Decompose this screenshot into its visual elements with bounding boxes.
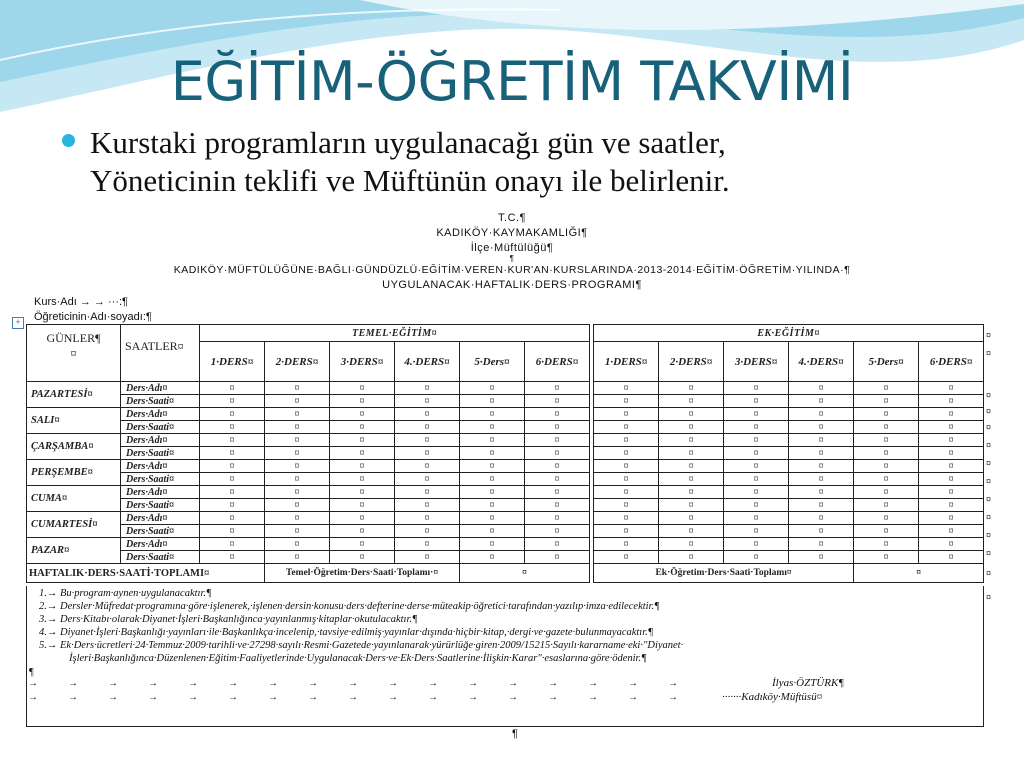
tab-arrows-2: →→→→→→→→→→→→→→→→→ <box>28 692 708 703</box>
row-label: Ders·Saati¤ <box>121 525 200 538</box>
table-move-handle-icon[interactable]: + <box>12 317 24 329</box>
schedule-cell[interactable]: ¤ <box>330 486 395 499</box>
basic-total-value[interactable]: ¤ <box>460 564 590 583</box>
schedule-cell[interactable]: ¤ <box>200 408 265 421</box>
doc-header-main: KADIKÖY·MÜFTÜLÜĞÜNE·BAĞLI·GÜNDÜZLÜ·EĞİTİM·VEREN·KUR'AN·KURSLARINDA·2013-2014·EĞİTİM·ÖĞRETİM·YILINDA·¶ <box>173 264 851 276</box>
schedule-cell[interactable]: ¤ <box>525 460 590 473</box>
schedule-cell[interactable]: ¤ <box>330 421 395 434</box>
table-row <box>27 525 984 538</box>
schedule-cell[interactable]: ¤ <box>200 525 265 538</box>
table-row <box>27 499 984 512</box>
weekly-schedule-table <box>26 324 984 583</box>
schedule-cell[interactable]: ¤ <box>395 551 460 564</box>
schedule-cell[interactable]: ¤ <box>200 447 265 460</box>
table-row <box>27 395 984 408</box>
schedule-cell[interactable]: ¤ <box>659 499 724 512</box>
schedule-cell[interactable]: ¤ <box>395 447 460 460</box>
end-of-row-marker: ¤ <box>986 568 992 578</box>
gunler-mark: ¤ <box>70 346 77 360</box>
end-of-row-marker: ¤ <box>986 512 992 522</box>
schedule-cell[interactable]: ¤ <box>789 499 854 512</box>
day-label: PERŞEMBE¤ <box>27 460 121 486</box>
schedule-cell[interactable]: ¤ <box>265 473 330 486</box>
schedule-cell[interactable]: ¤ <box>395 460 460 473</box>
schedule-cell[interactable]: ¤ <box>200 486 265 499</box>
end-of-row-marker: ¤ <box>986 476 992 486</box>
schedule-cell[interactable]: ¤ <box>330 408 395 421</box>
schedule-cell[interactable]: ¤ <box>919 486 984 499</box>
schedule-cell[interactable]: ¤ <box>525 525 590 538</box>
schedule-cell[interactable]: ¤ <box>200 460 265 473</box>
table-row <box>27 447 984 460</box>
schedule-cell[interactable]: ¤ <box>789 447 854 460</box>
temel-lesson-header: 2·DERS¤ <box>265 342 330 382</box>
schedule-cell[interactable]: ¤ <box>265 486 330 499</box>
schedule-cell[interactable]: ¤ <box>854 382 919 395</box>
schedule-cell[interactable]: ¤ <box>789 460 854 473</box>
gunler-label: GÜNLER¶ <box>46 331 101 345</box>
basic-total-label: Temel·Öğretim·Ders·Saati·Toplamı·¤ <box>265 564 460 583</box>
schedule-cell[interactable]: ¤ <box>200 395 265 408</box>
tab-arrows-1: →→→→→→→→→→→→→→→→→ <box>28 678 708 689</box>
schedule-cell[interactable]: ¤ <box>200 512 265 525</box>
schedule-cell[interactable]: ¤ <box>919 434 984 447</box>
schedule-cell[interactable]: ¤ <box>919 460 984 473</box>
schedule-cell[interactable]: ¤ <box>789 486 854 499</box>
bullet-dot-icon <box>62 134 75 147</box>
schedule-cell[interactable]: ¤ <box>724 382 789 395</box>
schedule-cell[interactable]: ¤ <box>460 486 525 499</box>
temel-lesson-header: 4.·DERS¤ <box>395 342 460 382</box>
schedule-cell[interactable]: ¤ <box>330 512 395 525</box>
schedule-cell[interactable]: ¤ <box>330 460 395 473</box>
schedule-cell[interactable]: ¤ <box>265 512 330 525</box>
day-label: CUMA¤ <box>27 486 121 512</box>
schedule-cell[interactable]: ¤ <box>919 408 984 421</box>
schedule-cell[interactable]: ¤ <box>594 408 659 421</box>
row-label: Ders·Adı¤ <box>121 408 200 421</box>
schedule-cell[interactable]: ¤ <box>265 382 330 395</box>
slide-title: EĞİTİM-ÖĞRETİM TAKVİMİ <box>170 50 854 113</box>
schedule-cell[interactable]: ¤ <box>919 382 984 395</box>
schedule-cell[interactable]: ¤ <box>724 395 789 408</box>
schedule-cell[interactable]: ¤ <box>854 421 919 434</box>
schedule-cell[interactable]: ¤ <box>525 538 590 551</box>
schedule-cell[interactable]: ¤ <box>395 408 460 421</box>
schedule-cell[interactable]: ¤ <box>594 486 659 499</box>
schedule-cell[interactable]: ¤ <box>594 395 659 408</box>
row-label: Ders·Saati¤ <box>121 421 200 434</box>
schedule-cell[interactable]: ¤ <box>265 538 330 551</box>
schedule-cell[interactable]: ¤ <box>919 447 984 460</box>
row-label: Ders·Adı¤ <box>121 382 200 395</box>
schedule-cell[interactable]: ¤ <box>854 447 919 460</box>
schedule-cell[interactable]: ¤ <box>265 460 330 473</box>
table-row <box>27 512 984 525</box>
schedule-cell[interactable]: ¤ <box>330 395 395 408</box>
row-label: Ders·Adı¤ <box>121 460 200 473</box>
schedule-cell[interactable]: ¤ <box>659 551 724 564</box>
schedule-cell[interactable]: ¤ <box>525 447 590 460</box>
schedule-cell[interactable]: ¤ <box>659 447 724 460</box>
row-label: Ders·Saati¤ <box>121 395 200 408</box>
end-of-row-marker: ¤ <box>986 390 992 400</box>
doc-header-tc: T.C.¶ <box>498 212 526 224</box>
row-label: Ders·Adı¤ <box>121 538 200 551</box>
schedule-cell[interactable]: ¤ <box>724 447 789 460</box>
schedule-cell[interactable]: ¤ <box>789 525 854 538</box>
end-of-row-marker: ¤ <box>986 330 992 340</box>
schedule-cell[interactable]: ¤ <box>659 408 724 421</box>
row-label: Ders·Saati¤ <box>121 551 200 564</box>
schedule-cell[interactable]: ¤ <box>460 408 525 421</box>
schedule-cell[interactable]: ¤ <box>789 382 854 395</box>
schedule-cell[interactable]: ¤ <box>460 551 525 564</box>
end-of-row-marker: ¤ <box>986 348 992 358</box>
schedule-cell[interactable]: ¤ <box>594 551 659 564</box>
schedule-cell[interactable]: ¤ <box>525 551 590 564</box>
schedule-cell[interactable]: ¤ <box>200 421 265 434</box>
schedule-cell[interactable]: ¤ <box>594 382 659 395</box>
schedule-cell[interactable]: ¤ <box>659 434 724 447</box>
schedule-cell[interactable]: ¤ <box>724 473 789 486</box>
schedule-cell[interactable]: ¤ <box>919 512 984 525</box>
temel-lesson-header: 6·DERS¤ <box>525 342 590 382</box>
schedule-cell[interactable]: ¤ <box>330 382 395 395</box>
end-of-row-marker: ¤ <box>986 422 992 432</box>
doc-header-blank: ¶ <box>509 254 515 263</box>
course-name-label: Kurs·Adı → → ···:¶ <box>34 296 128 308</box>
notes-section <box>26 586 984 727</box>
schedule-cell[interactable]: ¤ <box>659 421 724 434</box>
schedule-cell[interactable]: ¤ <box>330 447 395 460</box>
row-label: Ders·Saati¤ <box>121 447 200 460</box>
schedule-cell[interactable]: ¤ <box>265 525 330 538</box>
schedule-cell[interactable]: ¤ <box>460 395 525 408</box>
schedule-cell[interactable]: ¤ <box>919 525 984 538</box>
schedule-cell[interactable]: ¤ <box>460 538 525 551</box>
schedule-cell[interactable]: ¤ <box>659 473 724 486</box>
schedule-cell[interactable]: ¤ <box>460 434 525 447</box>
table-row <box>27 551 984 564</box>
schedule-cell[interactable]: ¤ <box>789 473 854 486</box>
schedule-cell[interactable]: ¤ <box>854 434 919 447</box>
schedule-cell[interactable]: ¤ <box>525 486 590 499</box>
schedule-cell[interactable]: ¤ <box>265 499 330 512</box>
note-pilcrow: ¶ <box>29 667 34 678</box>
schedule-cell[interactable]: ¤ <box>525 382 590 395</box>
schedule-cell[interactable]: ¤ <box>460 499 525 512</box>
ek-lesson-header: 6·DERS¤ <box>919 342 984 382</box>
schedule-cell[interactable]: ¤ <box>594 434 659 447</box>
schedule-cell[interactable]: ¤ <box>594 538 659 551</box>
schedule-cell[interactable]: ¤ <box>200 499 265 512</box>
day-label: PAZARTESİ¤ <box>27 382 121 408</box>
temel-lesson-header: 1·DERS¤ <box>200 342 265 382</box>
table-row <box>27 473 984 486</box>
schedule-cell[interactable]: ¤ <box>854 460 919 473</box>
teacher-name-label: Öğreticinin·Adı·soyadı:¶ <box>34 311 152 323</box>
schedule-cell[interactable]: ¤ <box>594 512 659 525</box>
schedule-cell[interactable]: ¤ <box>789 395 854 408</box>
schedule-cell[interactable]: ¤ <box>395 434 460 447</box>
schedule-cell[interactable]: ¤ <box>854 408 919 421</box>
schedule-cell[interactable]: ¤ <box>919 551 984 564</box>
schedule-cell[interactable]: ¤ <box>395 512 460 525</box>
schedule-cell[interactable]: ¤ <box>659 395 724 408</box>
schedule-cell[interactable]: ¤ <box>594 460 659 473</box>
schedule-cell[interactable]: ¤ <box>265 421 330 434</box>
end-of-row-marker: ¤ <box>986 440 992 450</box>
ek-lesson-header: 2·DERS¤ <box>659 342 724 382</box>
schedule-cell[interactable]: ¤ <box>854 551 919 564</box>
table-row <box>27 421 984 434</box>
schedule-cell[interactable]: ¤ <box>525 473 590 486</box>
schedule-cell[interactable]: ¤ <box>854 473 919 486</box>
schedule-cell[interactable]: ¤ <box>724 421 789 434</box>
schedule-cell[interactable]: ¤ <box>525 421 590 434</box>
row-label: Ders·Saati¤ <box>121 473 200 486</box>
schedule-cell[interactable]: ¤ <box>659 382 724 395</box>
schedule-cell[interactable]: ¤ <box>854 525 919 538</box>
table-row <box>27 382 984 395</box>
ek-egitim-header: EK·EĞİTİM¤ <box>594 325 984 342</box>
schedule-cell[interactable]: ¤ <box>200 382 265 395</box>
schedule-cell[interactable]: ¤ <box>789 512 854 525</box>
row-label: Ders·Adı¤ <box>121 434 200 447</box>
day-label: PAZAR¤ <box>27 538 121 564</box>
saatler-header: SAATLER¤ <box>121 325 200 382</box>
temel-lesson-header: 3·DERS¤ <box>330 342 395 382</box>
end-of-row-marker: ¤ <box>986 494 992 504</box>
schedule-cell[interactable]: ¤ <box>919 473 984 486</box>
schedule-cell[interactable]: ¤ <box>854 512 919 525</box>
schedule-cell[interactable]: ¤ <box>525 408 590 421</box>
schedule-cell[interactable]: ¤ <box>789 421 854 434</box>
schedule-cell[interactable]: ¤ <box>200 473 265 486</box>
end-of-row-marker: ¤ <box>986 592 992 602</box>
ek-lesson-header: 1·DERS¤ <box>594 342 659 382</box>
signature-name: İlyas·ÖZTÜRK¶ <box>772 677 845 689</box>
schedule-cell[interactable]: ¤ <box>594 447 659 460</box>
bullet-text <box>90 124 990 200</box>
day-label: ÇARŞAMBA¤ <box>27 434 121 460</box>
schedule-cell[interactable]: ¤ <box>659 525 724 538</box>
schedule-cell[interactable]: ¤ <box>919 395 984 408</box>
schedule-cell[interactable]: ¤ <box>330 434 395 447</box>
end-of-row-marker: ¤ <box>986 548 992 558</box>
row-label: Ders·Adı¤ <box>121 512 200 525</box>
ek-lesson-header: 5·Ders¤ <box>854 342 919 382</box>
schedule-cell[interactable]: ¤ <box>330 538 395 551</box>
schedule-cell[interactable]: ¤ <box>200 434 265 447</box>
schedule-cell[interactable]: ¤ <box>854 499 919 512</box>
schedule-cell[interactable]: ¤ <box>265 434 330 447</box>
doc-header-sub: UYGULANACAK·HAFTALIK·DERS·PROGRAMI¶ <box>382 279 642 291</box>
schedule-cell[interactable]: ¤ <box>395 486 460 499</box>
schedule-cell[interactable]: ¤ <box>919 499 984 512</box>
schedule-cell[interactable]: ¤ <box>724 551 789 564</box>
end-of-row-marker: ¤ <box>986 406 992 416</box>
header-row <box>27 325 984 342</box>
schedule-cell[interactable]: ¤ <box>460 512 525 525</box>
schedule-cell[interactable]: ¤ <box>724 460 789 473</box>
schedule-cell[interactable]: ¤ <box>789 551 854 564</box>
bullet-line-1: Kurstaki programların uygulanacağı gün ve saatler, <box>90 125 726 160</box>
signature-title: ·······Kadıköy·Müftüsü¤ <box>722 691 823 703</box>
schedule-cell[interactable]: ¤ <box>919 421 984 434</box>
schedule-cell[interactable]: ¤ <box>330 551 395 564</box>
schedule-cell[interactable]: ¤ <box>395 473 460 486</box>
schedule-cell[interactable]: ¤ <box>460 382 525 395</box>
schedule-cell[interactable]: ¤ <box>395 499 460 512</box>
schedule-cell[interactable]: ¤ <box>919 538 984 551</box>
schedule-cell[interactable]: ¤ <box>854 538 919 551</box>
schedule-cell[interactable]: ¤ <box>460 460 525 473</box>
schedule-document <box>0 200 1024 768</box>
schedule-cell[interactable]: ¤ <box>525 434 590 447</box>
schedule-cell[interactable]: ¤ <box>724 434 789 447</box>
schedule-cell[interactable]: ¤ <box>460 421 525 434</box>
schedule-cell[interactable]: ¤ <box>200 538 265 551</box>
table-row <box>27 460 984 473</box>
end-of-row-marker: ¤ <box>986 530 992 540</box>
doc-header-muftuluk: İlçe·Müftülüğü¶ <box>470 242 554 254</box>
schedule-cell[interactable]: ¤ <box>594 499 659 512</box>
table-row <box>27 538 984 551</box>
extra-total-label: Ek·Öğretim·Ders·Saati·Toplamı¤ <box>594 564 854 583</box>
schedule-cell[interactable]: ¤ <box>724 408 789 421</box>
extra-total-value[interactable]: ¤ <box>854 564 984 583</box>
schedule-cell[interactable]: ¤ <box>594 525 659 538</box>
schedule-cell[interactable]: ¤ <box>724 525 789 538</box>
gunler-header <box>27 325 121 382</box>
schedule-cell[interactable]: ¤ <box>395 395 460 408</box>
schedule-cell[interactable]: ¤ <box>854 395 919 408</box>
ek-lesson-header: 4.·DERS¤ <box>789 342 854 382</box>
note-2: 2.→ Dersler·Müfredat·programına·göre·işlenerek,·işlenen·dersin·konusu·ders·defterine·derse·müteakip·öğretici·tarafından·yazılıp·imza·edilecektir.¶ <box>39 601 660 612</box>
bullet-line-2: Yöneticinin teklifi ve Müftünün onayı ile belirlenir. <box>90 163 730 198</box>
schedule-cell[interactable]: ¤ <box>659 512 724 525</box>
note-1: 1.→ Bu·program·aynen·uygulanacaktır.¶ <box>39 588 212 599</box>
schedule-cell[interactable]: ¤ <box>594 421 659 434</box>
schedule-cell[interactable]: ¤ <box>330 499 395 512</box>
schedule-cell[interactable]: ¤ <box>659 460 724 473</box>
schedule-cell[interactable]: ¤ <box>330 525 395 538</box>
schedule-cell[interactable]: ¤ <box>525 512 590 525</box>
schedule-cell[interactable]: ¤ <box>525 499 590 512</box>
schedule-cell[interactable]: ¤ <box>854 486 919 499</box>
schedule-cell[interactable]: ¤ <box>525 395 590 408</box>
temel-lesson-header: 5·Ders¤ <box>460 342 525 382</box>
total-row <box>27 564 984 583</box>
schedule-cell[interactable]: ¤ <box>265 395 330 408</box>
schedule-cell[interactable]: ¤ <box>460 473 525 486</box>
schedule-cell[interactable]: ¤ <box>724 512 789 525</box>
ek-lesson-header: 3·DERS¤ <box>724 342 789 382</box>
table-row <box>27 408 984 421</box>
row-label: Ders·Saati¤ <box>121 499 200 512</box>
schedule-cell[interactable]: ¤ <box>200 551 265 564</box>
schedule-cell[interactable]: ¤ <box>395 421 460 434</box>
schedule-cell[interactable]: ¤ <box>659 486 724 499</box>
doc-header-kaymakamlik: KADIKÖY·KAYMAKAMLIĞI¶ <box>436 227 588 239</box>
weekly-total-label: HAFTALIK·DERS·SAATİ·TOPLAMI¤ <box>27 564 265 583</box>
schedule-cell[interactable]: ¤ <box>724 499 789 512</box>
note-5-cont: İşleri·Başkanlığınca·Düzenlenen·Eğitim·Faaliyetlerinde·Uygulanacak·Ders·ve·Ek·Ders·Saatlerine·İlişkin·Karar"·esaslarına·göre·ödenir.¶ <box>69 653 647 664</box>
schedule-cell[interactable]: ¤ <box>395 538 460 551</box>
schedule-cell[interactable]: ¤ <box>594 473 659 486</box>
schedule-cell[interactable]: ¤ <box>395 525 460 538</box>
end-of-row-marker: ¤ <box>986 458 992 468</box>
schedule-cell[interactable]: ¤ <box>395 382 460 395</box>
temel-egitim-header: TEMEL·EĞİTİM¤ <box>200 325 590 342</box>
table-row <box>27 486 984 499</box>
schedule-cell[interactable]: ¤ <box>724 538 789 551</box>
day-label: CUMARTESİ¤ <box>27 512 121 538</box>
row-label: Ders·Adı¤ <box>121 486 200 499</box>
day-label: SALI¤ <box>27 408 121 434</box>
note-3: 3.→ Ders·Kitabı·olarak·Diyanet·İşleri·Başkanlığınca·yayınlanmış·kitaplar·okutulacaktır.¶ <box>39 614 418 625</box>
schedule-cell[interactable]: ¤ <box>724 486 789 499</box>
schedule-cell[interactable]: ¤ <box>265 408 330 421</box>
schedule-cell[interactable]: ¤ <box>460 525 525 538</box>
schedule-cell[interactable]: ¤ <box>265 551 330 564</box>
schedule-cell[interactable]: ¤ <box>330 473 395 486</box>
schedule-cell[interactable]: ¤ <box>265 447 330 460</box>
schedule-cell[interactable]: ¤ <box>460 447 525 460</box>
schedule-cell[interactable]: ¤ <box>789 538 854 551</box>
footer-pilcrow: ¶ <box>512 728 518 740</box>
note-4: 4.→ Diyanet·İşleri·Başkanlığı·yayınları·ile·Başkanlıkça·incelenip,·tavsiye·edilmiş·yayınlar·dışında·hiçbir·kitap,·dergi·ve·gazete·bulunmayacaktır.¶ <box>39 627 654 638</box>
schedule-cell[interactable]: ¤ <box>659 538 724 551</box>
table-row <box>27 434 984 447</box>
note-5: 5.→ Ek·Ders·ücretleri·24·Temmuz·2009·tarihli·ve·27298·sayılı·Resmi·Gazetede·yayınlanarak·yürürlüğe·giren·2009/15215·Sayılı·kararname·eki·"Diyanet· <box>39 640 684 651</box>
schedule-cell[interactable]: ¤ <box>789 408 854 421</box>
schedule-cell[interactable]: ¤ <box>789 434 854 447</box>
